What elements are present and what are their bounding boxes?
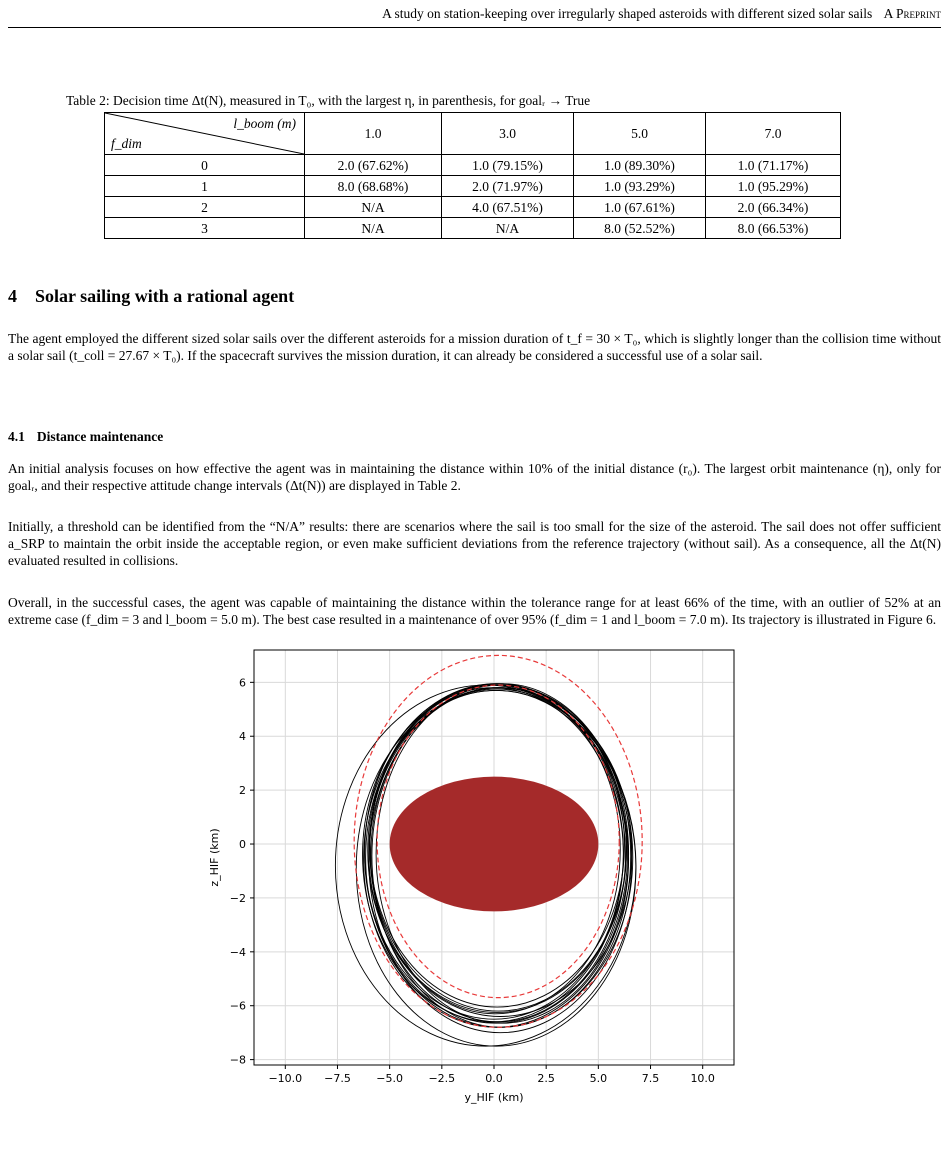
table-cell: 1.0 (71.17%) xyxy=(706,155,841,176)
subsection-title: Distance maintenance xyxy=(36,429,164,444)
column-header: 5.0 xyxy=(574,113,706,155)
paragraph: An initial analysis focuses on how effective the agent was in maintaining the distance within 10% of the initial distance (r₀). The largest orbit maintenance (η), only for goalᵣ, and their respective attitude change intervals (Δt(N)) are displayed in Table 2. xyxy=(8,461,941,493)
x-tick-label: −10.0 xyxy=(268,1072,303,1085)
col-header-label: l_boom (m) xyxy=(233,116,296,131)
row-label: 0 xyxy=(105,155,305,176)
table-row xyxy=(105,197,841,218)
table-cell: 1.0 (79.15%) xyxy=(442,155,574,176)
y-tick-label: −4 xyxy=(229,945,246,959)
x-tick-label: 7.5 xyxy=(641,1072,660,1085)
subsection-heading xyxy=(8,428,163,446)
section-intro-paragraph: The agent employed the different sized solar sails over the different asteroids for a mission duration of t_f = 30 × T₀, which is slightly longer than the collision time without a solar sail (t_coll = 27.67 × T₀). If the spacecraft survives the mission duration, it can already be considered a successful use of a solar sail. xyxy=(8,331,941,363)
results-table xyxy=(104,112,841,239)
y-tick-label: −6 xyxy=(229,999,246,1013)
row-header-label: f_dim xyxy=(111,136,142,151)
x-tick-label: −5.0 xyxy=(376,1072,404,1085)
table-caption: Table 2: Decision time Δt(N), measured in T₀, with the largest η, in parenthesis, for goalᵣ → True xyxy=(66,93,591,108)
table-cell: 1.0 (93.29%) xyxy=(574,176,706,197)
header-rule xyxy=(8,27,941,28)
section-heading xyxy=(8,284,294,308)
table-row xyxy=(105,176,841,197)
table-row xyxy=(105,218,841,239)
row-label: 1 xyxy=(105,176,305,197)
y-tick-label: 6 xyxy=(239,676,246,690)
row-label: 3 xyxy=(105,218,305,239)
y-tick-label: −8 xyxy=(229,1053,246,1067)
x-tick-label: 0.0 xyxy=(485,1072,503,1085)
x-axis-label: y_HIF (km) xyxy=(464,1091,524,1104)
table-cell: 8.0 (66.53%) xyxy=(706,218,841,239)
column-header: 1.0 xyxy=(305,113,442,155)
figure-6 xyxy=(196,640,756,1110)
table-cell: 8.0 (52.52%) xyxy=(574,218,706,239)
x-tick-label: −7.5 xyxy=(324,1072,351,1085)
section-number: 4 xyxy=(8,286,17,306)
paragraph: Initially, a threshold can be identified from the “N/A” results: there are scenarios where the sail is too small for the size of the asteroid. The sail does not offer sufficient a_SRP to maintain the orbit inside the acceptable region, or even make sufficient deviations from the reference trajectory (without sail). As a consequence, all the Δt(N) evaluated resulted in collisions. xyxy=(8,519,941,568)
table-header-row xyxy=(105,113,841,155)
column-header: 3.0 xyxy=(442,113,574,155)
asteroid-shape xyxy=(390,777,599,912)
table-cell: N/A xyxy=(442,218,574,239)
x-tick-label: 2.5 xyxy=(537,1072,555,1085)
column-header: 7.0 xyxy=(706,113,841,155)
row-label: 2 xyxy=(105,197,305,218)
subsection-number: 4.1 xyxy=(8,429,25,444)
table-cell: N/A xyxy=(305,197,442,218)
running-header xyxy=(8,4,941,24)
asteroid-layer xyxy=(390,777,599,912)
section-title: Solar sailing with a rational agent xyxy=(35,286,295,306)
x-tick-label: 10.0 xyxy=(690,1072,715,1085)
diagonal-header-cell xyxy=(105,113,305,155)
y-axis-label: z_HIF (km) xyxy=(208,828,221,887)
x-tick-label: −2.5 xyxy=(428,1072,456,1085)
y-tick-label: −2 xyxy=(229,891,246,905)
table-cell: 4.0 (67.51%) xyxy=(442,197,574,218)
y-tick-label: 4 xyxy=(239,730,246,744)
table-cell: N/A xyxy=(305,218,442,239)
paragraph: Overall, in the successful cases, the agent was capable of maintaining the distance within the tolerance range for at least 66% of the time, with an outlier of 52% at an extreme case (f_dim = 3 and l_boom = 5.0 m). The best case resulted in a maintenance of over 95% (f_dim = 1 and l_boom = 7.0 m). Its trajectory is illustrated in Figure 6. xyxy=(8,595,941,627)
table-cell: 2.0 (66.34%) xyxy=(706,197,841,218)
table-cell: 1.0 (89.30%) xyxy=(574,155,706,176)
table-cell: 2.0 (67.62%) xyxy=(305,155,442,176)
table-cell: 8.0 (68.68%) xyxy=(305,176,442,197)
trajectory-chart xyxy=(196,640,756,1110)
x-tick-label: 5.0 xyxy=(589,1072,608,1085)
y-tick-label: 2 xyxy=(239,784,246,798)
table-cell: 1.0 (67.61%) xyxy=(574,197,706,218)
running-header-tag: A Preprint xyxy=(883,6,941,21)
y-tick-label: 0 xyxy=(239,838,246,852)
table-cell: 1.0 (95.29%) xyxy=(706,176,841,197)
running-header-title: A study on station-keeping over irregularly shaped asteroids with different sized solar sails xyxy=(382,6,873,21)
table-cell: 2.0 (71.97%) xyxy=(442,176,574,197)
table-row xyxy=(105,155,841,176)
